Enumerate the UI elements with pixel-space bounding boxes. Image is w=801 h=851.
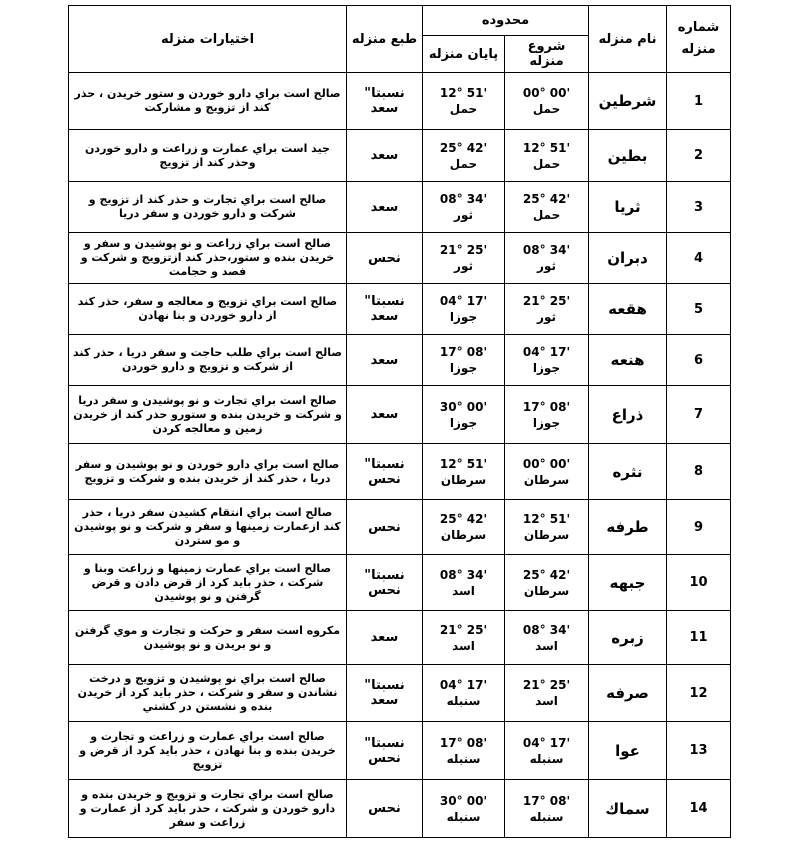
start-degree: 08° 34' (522, 243, 571, 257)
mansion-start (505, 182, 589, 233)
mansion-choices: صالح است براي عمارت و زراعت و تجارت و خريدن بنده و بنا نهادن ، حذر بايد كرد از قرض و تزويج (69, 722, 347, 780)
end-sign: جوزا (449, 361, 478, 375)
mansion-temper: نسبتا" نحس (347, 444, 423, 500)
mansion-end (423, 555, 505, 611)
mansion-temper: سعد (347, 130, 423, 182)
end-degree: 21° 25' (439, 243, 488, 257)
mansion-end (423, 611, 505, 665)
end-sign: سنبله (446, 694, 481, 708)
header-range: محدوده (423, 6, 589, 36)
mansion-choices: صالح است براي طلب حاجت و سفر دريا ، حذر كند از شركت و تزويج و دارو خوردن (69, 335, 347, 386)
mansion-start (505, 611, 589, 665)
end-degree: 12° 51' (439, 86, 488, 100)
mansion-temper: سعد (347, 182, 423, 233)
header-name: نام منزله (589, 6, 667, 73)
end-sign: جوزا (449, 415, 478, 430)
table-row (69, 233, 731, 284)
mansion-name: ثريا (589, 182, 667, 233)
end-sign: سرطان (440, 528, 487, 542)
mansion-name: دبران (589, 233, 667, 284)
start-sign: حمل (532, 102, 561, 116)
mansion-temper: نحس (347, 500, 423, 555)
start-degree: 25° 42' (522, 192, 571, 206)
start-sign: ثور (537, 259, 556, 273)
start-sign: سرطان (523, 583, 570, 598)
mansion-number: 7 (667, 386, 731, 444)
mansion-choices: صالح است براي تزويج و معالجه و سفر، حذر كند از دارو خوردن و بنا نهادن (69, 284, 347, 335)
mansion-temper: سعد (347, 386, 423, 444)
end-sign: ثور (454, 259, 473, 273)
mansion-number: 14 (667, 780, 731, 838)
end-degree: 30° 00' (439, 793, 488, 808)
end-degree: 25° 42' (439, 512, 488, 526)
mansion-end (423, 335, 505, 386)
header-start: شروع منزله (505, 36, 589, 73)
mansion-end (423, 780, 505, 838)
start-sign: حمل (532, 156, 561, 171)
table-row (69, 73, 731, 130)
mansion-temper: نسبتا" سعد (347, 73, 423, 130)
mansion-name: زبره (589, 611, 667, 665)
end-degree: 08° 34' (439, 192, 488, 206)
mansion-end (423, 130, 505, 182)
mansion-choices: صالح است براي تجارت و تزويج و خريدن بنده و دارو خوردن و شركت ، حذر بايد كرد از عمارت و زراعت و سفر (69, 780, 347, 838)
mansion-number: 10 (667, 555, 731, 611)
mansion-choices: صالح است براي دارو خوردن و نو پوشيدن و سفر دريا ، حذر كند از خريدن بنده و شركت و تزويج (69, 444, 347, 500)
start-sign: سنبله (529, 809, 564, 824)
mansion-end (423, 444, 505, 500)
end-degree: 21° 25' (439, 622, 488, 637)
table-row (69, 722, 731, 780)
mansion-end (423, 722, 505, 780)
header-temper: طبع منزله (347, 6, 423, 73)
mansion-name: طرفه (589, 500, 667, 555)
end-degree: 25° 42' (439, 140, 488, 155)
end-sign: سنبله (446, 751, 481, 766)
table-row (69, 444, 731, 500)
header-end: پایان منزله (423, 36, 505, 73)
end-sign: اسد (452, 583, 475, 598)
start-degree: 12° 51' (522, 512, 571, 526)
start-degree: 25° 42' (522, 567, 571, 582)
mansion-temper: نسبتا" نحس (347, 722, 423, 780)
end-degree: 30° 00' (439, 399, 488, 414)
mansion-start (505, 284, 589, 335)
mansion-end (423, 233, 505, 284)
start-sign: حمل (532, 208, 561, 222)
end-sign: حمل (449, 156, 478, 171)
table-body (69, 73, 731, 838)
mansion-start (505, 73, 589, 130)
mansion-temper: نحس (347, 233, 423, 284)
mansion-start (505, 335, 589, 386)
end-sign: سرطان (440, 472, 487, 487)
table-row (69, 555, 731, 611)
mansion-start (505, 444, 589, 500)
end-degree: 17° 08' (439, 345, 488, 359)
mansion-name: هقعه (589, 284, 667, 335)
table-row (69, 182, 731, 233)
mansion-choices: صالح است براي عمارت زمينها و زراعت وبنا و شركت ، حذر بايد كرد از قرض دادن و قرض گرفتن و نو پوشيدن (69, 555, 347, 611)
start-degree: 04° 17' (522, 345, 571, 359)
end-sign: جوزا (449, 310, 478, 324)
start-sign: اسد (535, 694, 558, 708)
start-sign: سرطان (523, 528, 570, 542)
table-row (69, 284, 731, 335)
mansion-name: عوا (589, 722, 667, 780)
start-degree: 08° 34' (522, 622, 571, 637)
mansion-name: ذراع (589, 386, 667, 444)
start-degree: 17° 08' (522, 793, 571, 808)
start-sign: ثور (537, 310, 556, 324)
mansion-end (423, 386, 505, 444)
end-sign: اسد (452, 638, 475, 653)
mansion-choices: صالح است براي دارو خوردن و ستور خريدن ، حذر كند از تزويج و مشاركت (69, 73, 347, 130)
mansion-end (423, 665, 505, 722)
table-row (69, 130, 731, 182)
start-sign: جوزا (532, 415, 561, 430)
mansion-temper: نسبتا" نحس (347, 555, 423, 611)
table-row (69, 386, 731, 444)
end-sign: ثور (454, 208, 473, 222)
mansion-name: نثره (589, 444, 667, 500)
header-number: شماره منزله (667, 6, 731, 73)
mansion-start (505, 386, 589, 444)
mansion-name: سماك (589, 780, 667, 838)
mansion-number: 9 (667, 500, 731, 555)
mansion-number: 1 (667, 73, 731, 130)
start-degree: 17° 08' (522, 399, 571, 414)
start-sign: جوزا (532, 361, 561, 375)
mansion-choices: صالح است براي تجارت و نو پوشيدن و سفر دريا و شركت و خريدن بنده و ستورو حذر كند از خريدن زمين و معالجه كردن (69, 386, 347, 444)
mansion-number: 3 (667, 182, 731, 233)
header-choices: اختیارات منزله (69, 6, 347, 73)
mansion-number: 6 (667, 335, 731, 386)
lunar-mansions-table (68, 5, 731, 838)
mansion-number: 12 (667, 665, 731, 722)
mansion-name: شرطین (589, 73, 667, 130)
mansion-start (505, 130, 589, 182)
mansion-temper: نسبتا" سعد (347, 284, 423, 335)
mansion-start (505, 233, 589, 284)
mansion-choices: صالح است براي تجارت و حذر كند از تزويج و شركت و دارو خوردن و سفر دريا (69, 182, 347, 233)
end-sign: سنبله (446, 809, 481, 824)
mansion-temper: سعد (347, 611, 423, 665)
mansion-temper: نسبتا" سعد (347, 665, 423, 722)
mansion-choices: مكروه است سفر و حركت و تجارت و موي گرفتن و نو بريدن و نو پوشيدن (69, 611, 347, 665)
mansion-choices: صالح است براي زراعت و نو پوشيدن و سفر و خريدن بنده و ستور،حذر كند ازتزويج و شركت و فصد و حجامت (69, 233, 347, 284)
start-sign: اسد (535, 638, 558, 653)
mansion-end (423, 500, 505, 555)
mansion-number: 4 (667, 233, 731, 284)
mansion-start (505, 722, 589, 780)
mansion-temper: نحس (347, 780, 423, 838)
mansion-name: بطين (589, 130, 667, 182)
end-degree: 04° 17' (439, 294, 488, 308)
start-sign: سرطان (523, 472, 570, 487)
mansion-name: جبهه (589, 555, 667, 611)
mansion-end (423, 182, 505, 233)
mansion-choices: صالح است براي انتقام كشيدن سفر دريا ، حذر كند ازعمارت زمينها و سفر و شركت و نو پوشيدن و مو ستردن (69, 500, 347, 555)
table-row (69, 665, 731, 722)
start-sign: سنبله (529, 751, 564, 766)
end-degree: 04° 17' (439, 678, 488, 692)
mansion-temper: سعد (347, 335, 423, 386)
table-row (69, 780, 731, 838)
end-degree: 17° 08' (439, 735, 488, 750)
mansion-start (505, 780, 589, 838)
mansion-number: 2 (667, 130, 731, 182)
mansion-name: هنعه (589, 335, 667, 386)
start-degree: 04° 17' (522, 735, 571, 750)
start-degree: 00° 00' (522, 456, 571, 471)
mansion-number: 11 (667, 611, 731, 665)
mansion-name: صرفه (589, 665, 667, 722)
end-sign: حمل (449, 102, 478, 116)
mansion-start (505, 555, 589, 611)
table-row (69, 611, 731, 665)
mansion-choices: صالح است براي نو پوشيدن و تزويج و درخت نشاندن و سفر و شركت ، حذر بايد كرد از خريدن بنده و نشستن در كشتي (69, 665, 347, 722)
start-degree: 12° 51' (522, 140, 571, 155)
table-row (69, 335, 731, 386)
mansion-number: 13 (667, 722, 731, 780)
mansion-start (505, 500, 589, 555)
table-row (69, 500, 731, 555)
mansion-number: 8 (667, 444, 731, 500)
mansion-choices: جيد است براي عمارت و زراعت و دارو خوردن وحذر كند از تزويج (69, 130, 347, 182)
mansion-number: 5 (667, 284, 731, 335)
mansion-end (423, 73, 505, 130)
end-degree: 08° 34' (439, 567, 488, 582)
mansion-end (423, 284, 505, 335)
start-degree: 21° 25' (522, 294, 571, 308)
start-degree: 00° 00' (522, 86, 571, 100)
start-degree: 21° 25' (522, 678, 571, 692)
end-degree: 12° 51' (439, 456, 488, 471)
mansion-start (505, 665, 589, 722)
